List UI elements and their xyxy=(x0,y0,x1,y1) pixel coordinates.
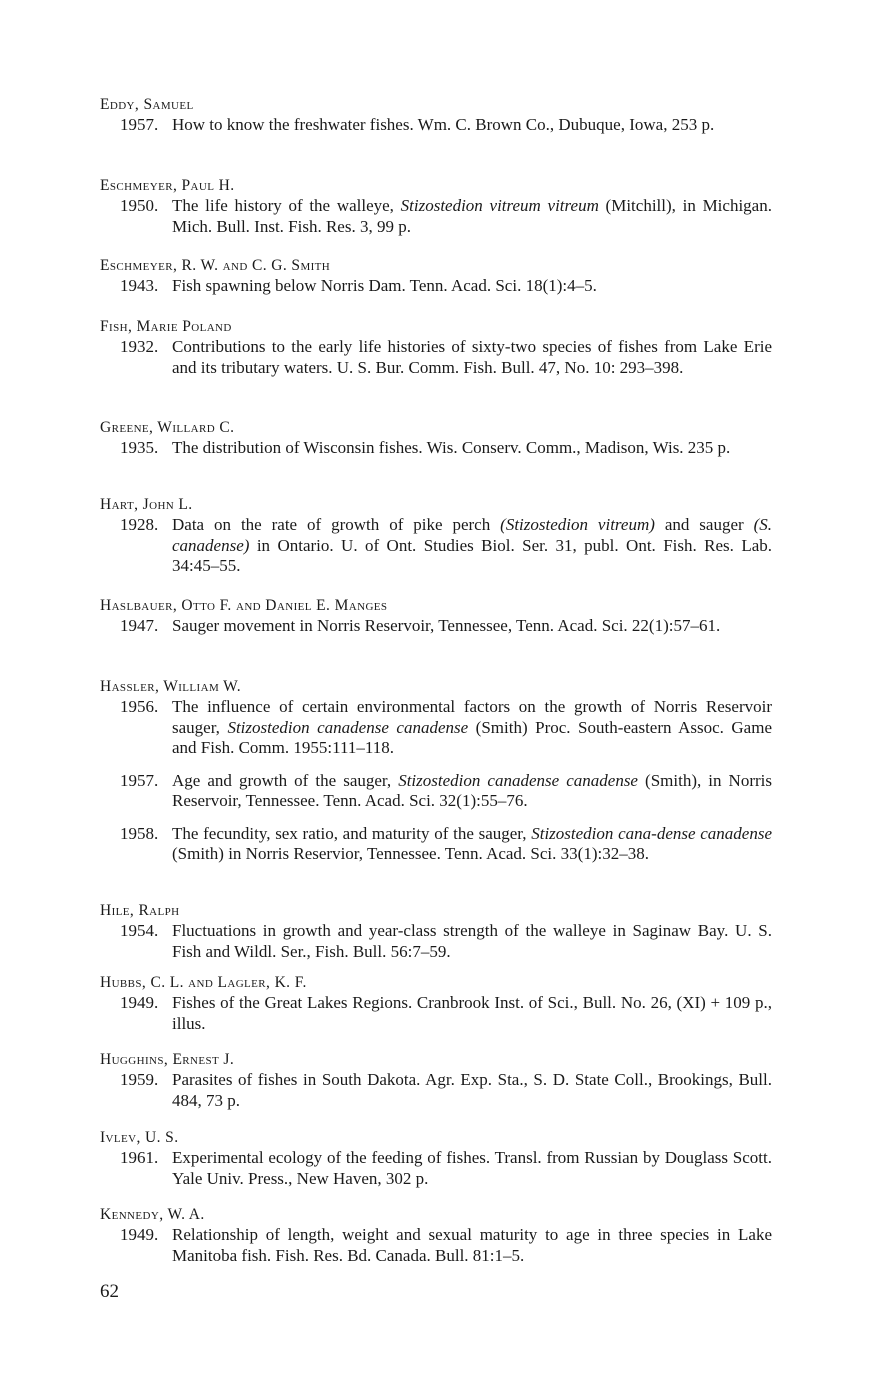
species-name: Stizostedion canadense canadense xyxy=(227,717,469,737)
reference-segment: Age and growth of the sauger, xyxy=(172,770,399,790)
reference-text xyxy=(172,771,772,812)
reference-segment: The fecundity, sex ratio, and maturity of the sauger, xyxy=(172,823,532,843)
reference-segment: Relationship of length, weight and sexual maturity to age in three species in Lake Manitoba fish. Fish. Res. Bd. Canada. Bull. 81:1–5. xyxy=(172,1225,772,1265)
reference-year: 1957. xyxy=(120,770,159,790)
species-name: Stizostedion vitreum vitreum xyxy=(400,196,599,215)
reference-year: 1954. xyxy=(120,921,159,940)
reference-segment: Experimental ecology of the feeding of fishes. Transl. from Russian by Douglass Scott. Yale Univ. Press., New Haven, 302 p. xyxy=(172,1148,772,1188)
author-name: Kennedy, W. A. xyxy=(100,1206,205,1223)
bibliography-entry xyxy=(100,901,772,962)
bibliography-entry xyxy=(100,418,772,459)
author-name: Hart, John L. xyxy=(100,496,193,513)
reference xyxy=(100,196,772,237)
reference-segment: Fishes of the Great Lakes Regions. Cranbrook Inst. of Sci., Bull. No. 26, (XI) + 109 p., illus. xyxy=(172,993,772,1033)
bibliography-entry xyxy=(100,677,772,865)
reference-segment: Fish spawning below Norris Dam. Tenn. Acad. Sci. 18(1):4–5. xyxy=(172,276,597,295)
reference xyxy=(100,515,772,577)
reference-segment: Data on the rate of growth of pike perch xyxy=(172,515,501,534)
author-name: Ivlev, U. S. xyxy=(100,1129,179,1146)
reference xyxy=(100,337,772,378)
author-name: Greene, Willard C. xyxy=(100,419,235,436)
reference-segment: How to know the freshwater fishes. Wm. C. Brown Co., Dubuque, Iowa, 253 p. xyxy=(172,115,715,134)
reference-segment: Contributions to the early life histories of sixty-two species of fishes from Lake Erie and its tributary waters. U. S. Bur. Comm. Fish. Bull. 47, No. 10: 293–398. xyxy=(172,337,772,377)
reference-text xyxy=(172,993,772,1034)
reference-year: 1957. xyxy=(120,115,159,134)
reference-text xyxy=(172,824,772,865)
reference-text xyxy=(172,515,772,577)
reference xyxy=(100,616,772,637)
reference-segment: (Smith) Proc. South-eastern Assoc. Game and Fish. Comm. 1955:111–118. xyxy=(172,717,772,757)
author-name: Hile, Ralph xyxy=(100,902,180,919)
bibliography-entry xyxy=(100,317,772,378)
reference-segment: (Smith) in Norris Reservior, Tennessee. Tenn. Acad. Sci. 33(1):32–38. xyxy=(172,844,649,863)
page-number: 62 xyxy=(100,1281,119,1302)
reference-segment: and sauger xyxy=(654,515,754,534)
author-name: Eschmeyer, R. W. and C. G. Smith xyxy=(100,257,331,274)
reference-segment: (Mitchill), in Michigan. Mich. Bull. Inst. Fish. Res. 3, 99 p. xyxy=(172,196,772,236)
species-name: (Stizostedion vitreum) xyxy=(500,515,655,534)
reference-year: 1959. xyxy=(120,1070,159,1089)
reference-segment: (Smith), in Norris Reservoir, Tennessee. Tenn. Acad. Sci. 32(1):55–76. xyxy=(172,770,772,810)
reference-text xyxy=(172,1225,772,1266)
bibliography-entry xyxy=(100,1050,772,1111)
reference xyxy=(100,921,772,962)
bibliography-entry xyxy=(100,176,772,237)
author-name: Hugghins, Ernest J. xyxy=(100,1051,235,1068)
reference xyxy=(100,115,772,136)
reference-year: 1947. xyxy=(120,616,159,635)
reference xyxy=(100,771,772,812)
bibliography-entry xyxy=(100,973,772,1034)
reference-text xyxy=(172,438,772,459)
reference-text xyxy=(172,697,772,759)
reference xyxy=(100,993,772,1034)
bibliography-entry xyxy=(100,1128,772,1189)
author-name: Eschmeyer, Paul H. xyxy=(100,177,235,194)
reference-year: 1958. xyxy=(120,823,159,843)
reference-segment: The life history of the walleye, xyxy=(172,196,401,215)
reference-text xyxy=(172,337,772,378)
reference-segment: Parasites of fishes in South Dakota. Agr. Exp. Sta., S. D. State Coll., Brookings, Bull. 484, 73 p. xyxy=(172,1070,772,1110)
reference-segment: Fluctuations in growth and year-class strength of the walleye in Saginaw Bay. U. S. Fish and Wildl. Ser., Fish. Bull. 56:7–59. xyxy=(172,921,772,961)
reference-text xyxy=(172,616,772,637)
reference-text xyxy=(172,276,772,297)
author-name: Fish, Marie Poland xyxy=(100,318,232,335)
species-name: Stizostedion cana-dense canadense xyxy=(531,823,772,843)
reference xyxy=(100,1148,772,1189)
bibliography-entry xyxy=(100,495,772,577)
reference-segment: in Ontario. U. of Ont. Studies Biol. Ser. 31, publ. Ont. Fish. Res. Lab. 34:45–55. xyxy=(172,535,772,575)
author-name: Hubbs, C. L. and Lagler, K. F. xyxy=(100,974,307,991)
author-name: Hassler, William W. xyxy=(100,678,242,695)
reference-year: 1943. xyxy=(120,276,159,295)
reference xyxy=(100,438,772,459)
bibliography-entry xyxy=(100,596,772,637)
reference-text xyxy=(172,115,772,136)
bibliography-entry xyxy=(100,1205,772,1266)
bibliography-entry xyxy=(100,256,772,297)
reference-year: 1949. xyxy=(120,1225,159,1244)
reference-year: 1935. xyxy=(120,438,159,457)
reference-year: 1949. xyxy=(120,993,159,1012)
species-name: Stizostedion canadense canadense xyxy=(398,770,638,790)
reference-text xyxy=(172,1148,772,1189)
reference-segment: The influence of certain environmental factors on the growth of Norris Reservoir sauger, xyxy=(172,697,772,737)
bibliography-entry xyxy=(100,95,772,136)
reference xyxy=(100,1225,772,1266)
author-name: Eddy, Samuel xyxy=(100,96,194,113)
reference-segment: The distribution of Wisconsin fishes. Wis. Conserv. Comm., Madison, Wis. 235 p. xyxy=(172,438,731,457)
reference-year: 1932. xyxy=(120,337,159,356)
reference-year: 1961. xyxy=(120,1148,159,1167)
reference xyxy=(100,1070,772,1111)
reference-year: 1950. xyxy=(120,196,159,215)
species-name: (S. canadense) xyxy=(172,515,772,555)
reference xyxy=(100,276,772,297)
reference xyxy=(100,824,772,865)
reference-year: 1928. xyxy=(120,515,159,534)
reference xyxy=(100,697,772,759)
reference-text xyxy=(172,1070,772,1111)
reference-segment: Sauger movement in Norris Reservoir, Tennessee, Tenn. Acad. Sci. 22(1):57–61. xyxy=(172,616,721,635)
reference-text xyxy=(172,921,772,962)
reference-year: 1956. xyxy=(120,697,159,716)
author-name: Haslbauer, Otto F. and Daniel E. Manges xyxy=(100,597,388,614)
reference-text xyxy=(172,196,772,237)
